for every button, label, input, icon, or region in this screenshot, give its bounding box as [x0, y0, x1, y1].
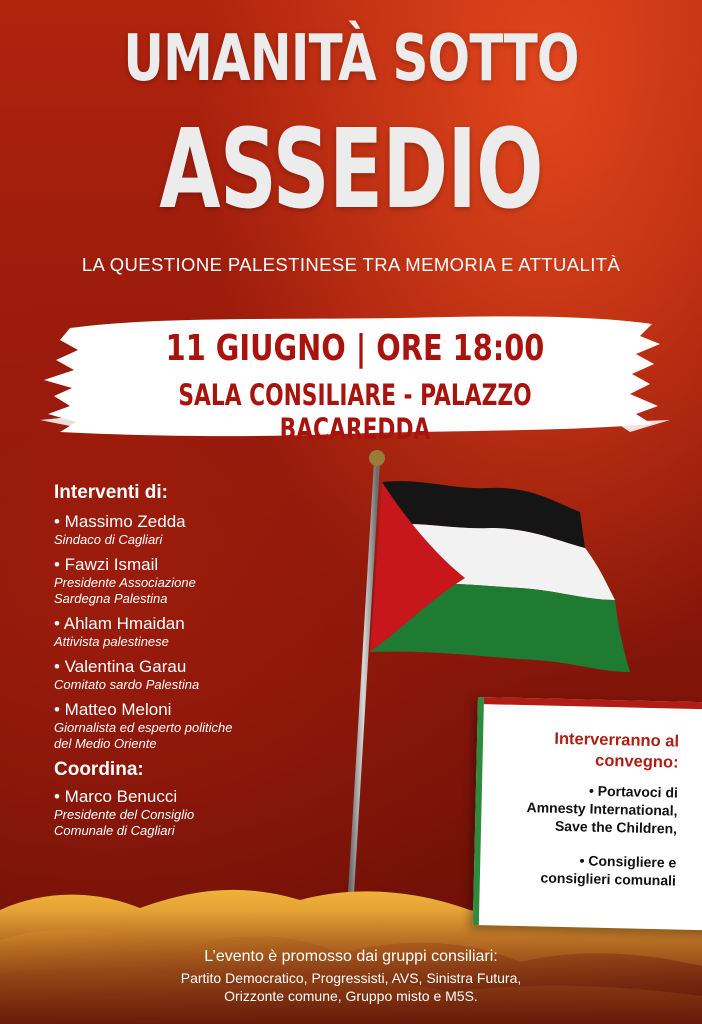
moderator-item [54, 787, 354, 839]
speakers-heading: Interventi di: [54, 482, 169, 503]
title-line-2: ASSEDIO [159, 105, 543, 233]
subtitle: LA QUESTIONE PALESTINESE TRA MEMORIA E ATTUALITÀ [81, 254, 621, 275]
card-item-line: Amnesty International, [526, 799, 678, 819]
card-item [477, 779, 678, 838]
speaker-item [54, 614, 354, 650]
speakers-list [54, 482, 354, 846]
speaker-name: • Matteo Meloni [54, 700, 172, 719]
moderator-role: Presidente del Consiglio Comunale di Cagliari [54, 807, 195, 838]
speaker-role: Attivista palestinese [54, 634, 169, 649]
speaker-item [54, 512, 354, 548]
card-item [476, 849, 677, 890]
speaker-name: • Valentina Garau [54, 657, 187, 676]
speaker-role: Presidente Associazione Sardegna Palestina [54, 575, 196, 606]
moderator-name: • Marco Benucci [54, 787, 178, 806]
info-card [473, 697, 702, 931]
card-item-line: consiglieri comunali [540, 869, 677, 889]
speaker-role: Giornalista ed esperto politiche del Medio Oriente [54, 720, 233, 751]
speaker-item [54, 555, 354, 607]
speaker-name: • Fawzi Ismail [54, 555, 159, 574]
title-line-1: UMANITÀ SOTTO [123, 22, 579, 96]
promoted-by-heading: L’evento è promosso dai gruppi consiliari: [204, 948, 498, 965]
speaker-item [54, 657, 354, 693]
card-item-line: • Consigliere e [579, 852, 677, 871]
event-venue: SALA CONSILIARE - PALAZZO BACAREDDA [178, 378, 532, 446]
speaker-role: Comitato sardo Palestina [54, 677, 200, 692]
speaker-name: • Massimo Zedda [54, 512, 186, 531]
promoted-by [0, 947, 702, 1005]
promoted-by-groups: Partito Democratico, Progressisti, AVS, Sinistra Futura, [180, 970, 522, 986]
event-date-time: 11 GIUGNO | ORE 18:00 [165, 328, 545, 369]
promoted-by-groups: Orizzonte comune, Gruppo misto e M5S. [224, 988, 478, 1004]
card-top-band [484, 697, 702, 709]
speaker-role: Sindaco di Cagliari [54, 532, 163, 547]
card-heading-line: Interverranno al [554, 729, 680, 751]
speaker-name: • Ahlam Hmaidan [54, 614, 185, 633]
card-heading-line: convegno: [594, 751, 679, 772]
card-item-line: Save the Children, [554, 817, 678, 837]
card-item-line: • Portavoci di [588, 782, 679, 801]
card-heading [478, 727, 679, 774]
speaker-item [54, 700, 354, 752]
moderator-heading: Coordina: [54, 759, 144, 780]
card-text [475, 727, 679, 905]
